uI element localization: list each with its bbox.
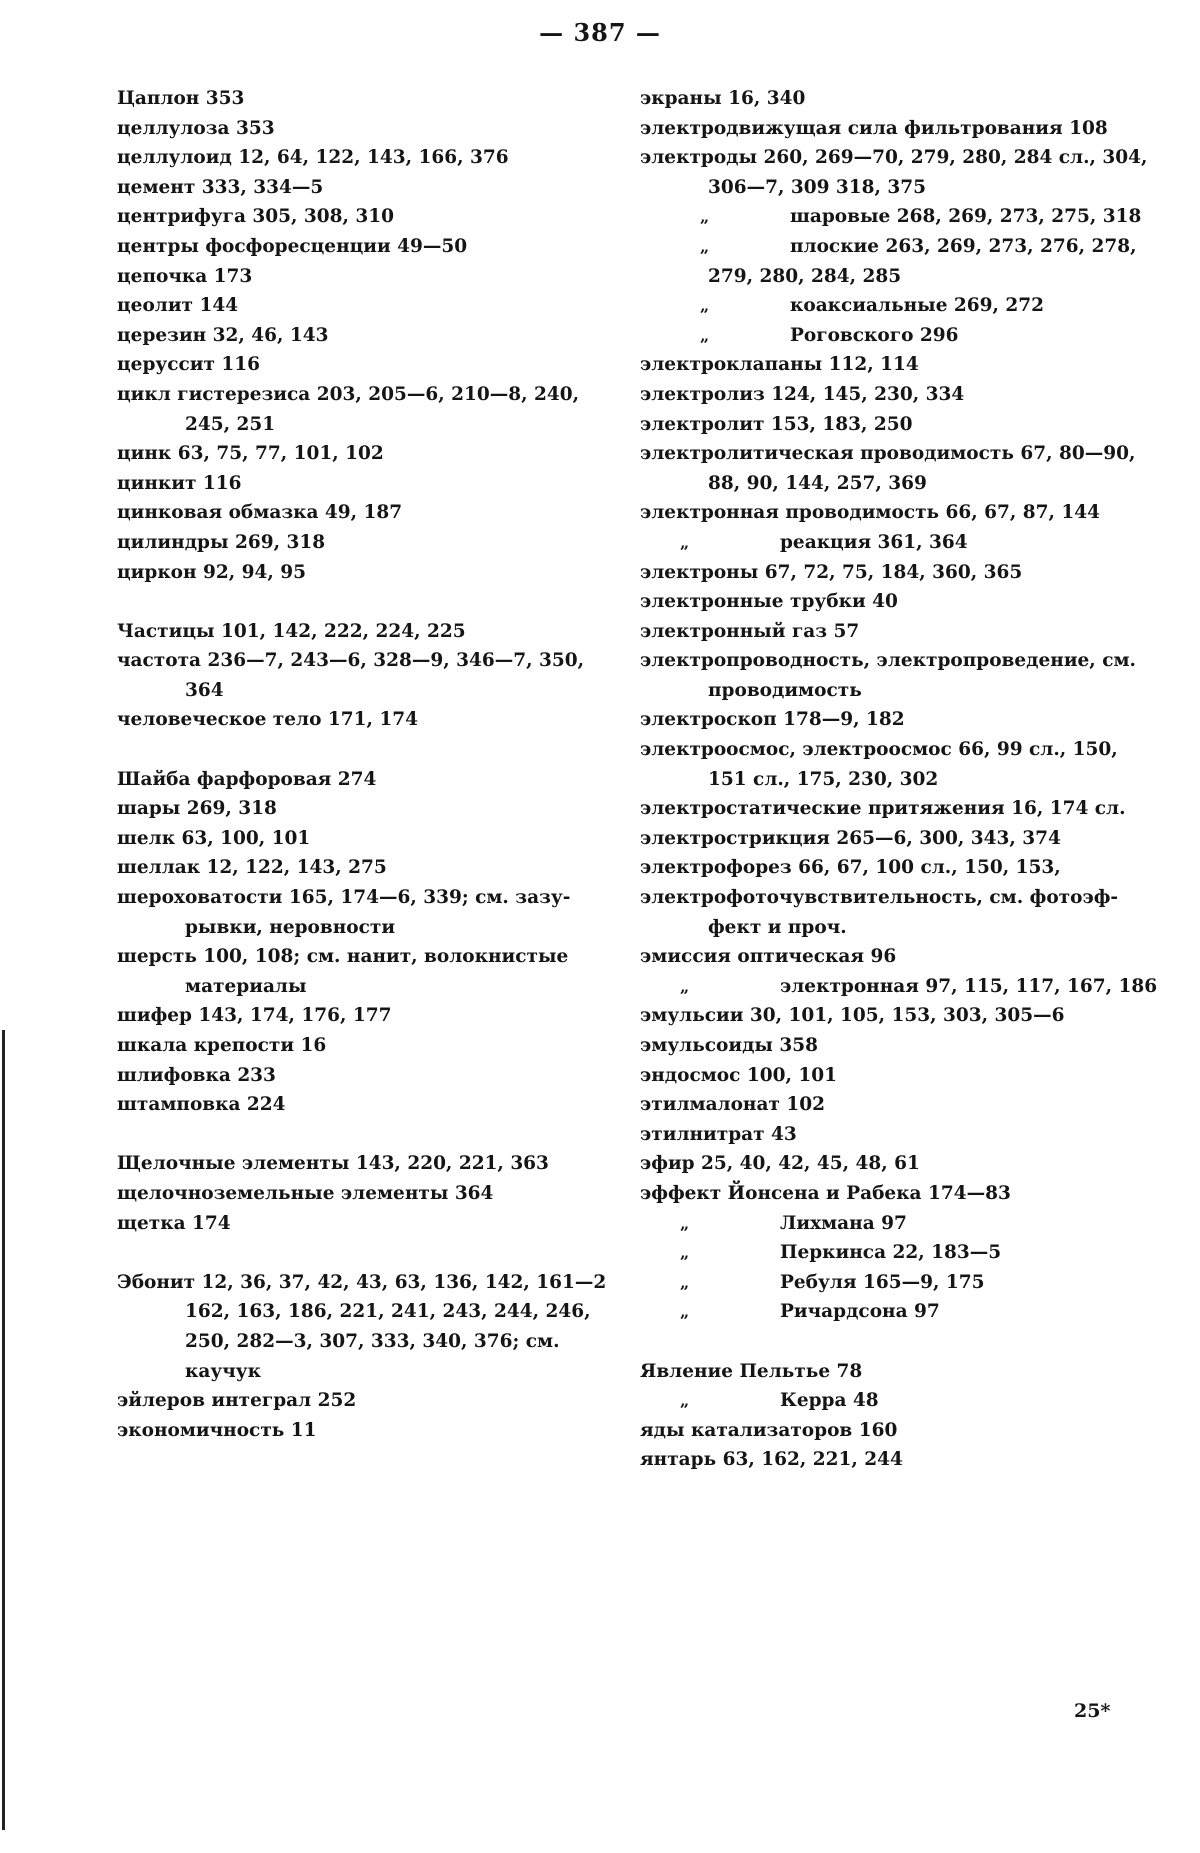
index-subentry xyxy=(117,676,617,706)
index-entry-text: частота 236—7, 243—6, 328—9, 346—7, 350, xyxy=(117,650,585,672)
index-subentry xyxy=(640,291,1140,321)
index-entry-text: 245, 251 xyxy=(185,413,276,435)
index-entry xyxy=(117,84,617,114)
index-subentry xyxy=(640,528,1140,558)
index-entry-text: фект и проч. xyxy=(708,916,847,938)
index-entry xyxy=(117,114,617,144)
index-entry-text: циркон 92, 94, 95 xyxy=(117,561,307,583)
index-subentry xyxy=(640,913,1140,943)
ditto-mark: „ xyxy=(700,325,710,345)
index-entry-text: цепочка 173 xyxy=(117,265,253,287)
index-entry xyxy=(640,735,1140,765)
ditto-mark: „ xyxy=(700,207,710,227)
index-entry-text: шероховатости 165, 174—6, 339; см. зазу- xyxy=(117,887,571,909)
index-entry-text: эмиссия оптическая 96 xyxy=(640,946,897,968)
index-entry xyxy=(117,1149,617,1179)
ditto-mark: „ xyxy=(680,532,690,552)
index-subentry xyxy=(117,410,617,440)
index-entry-text: электроклапаны 112, 114 xyxy=(640,354,919,376)
index-entry xyxy=(117,350,617,380)
index-subentry xyxy=(117,1297,617,1327)
index-entry-text: цилиндры 269, 318 xyxy=(117,531,326,553)
index-entry-text: яды катализаторов 160 xyxy=(640,1419,898,1441)
index-entry-text: шифер 143, 174, 176, 177 xyxy=(117,1005,392,1027)
index-entry-text: церезин 32, 46, 143 xyxy=(117,324,329,346)
index-entry xyxy=(117,262,617,292)
page-number: — 387 — xyxy=(539,18,661,47)
index-entry xyxy=(640,587,1140,617)
index-subentry xyxy=(640,765,1140,795)
index-entry-text: электрострикция 265—6, 300, 343, 374 xyxy=(640,827,1061,849)
index-entry-text: цеолит 144 xyxy=(117,295,239,317)
index-entry xyxy=(117,765,617,795)
index-entry xyxy=(640,1061,1140,1091)
index-entry-text: центры фосфоресценции 49—50 xyxy=(117,235,468,257)
index-entry-text: церуссит 116 xyxy=(117,354,260,376)
index-entry-text: электронные трубки 40 xyxy=(640,591,898,613)
index-entry-text: целлулоид 12, 64, 122, 143, 166, 376 xyxy=(117,147,509,169)
index-entry xyxy=(117,439,617,469)
index-entry xyxy=(117,173,617,203)
index-entry xyxy=(640,1149,1140,1179)
index-entry-text: электролитическая проводимость 67, 80—90, xyxy=(640,443,1136,465)
index-entry-text: Шайба фарфоровая 274 xyxy=(117,768,377,790)
index-entry-text: эфир 25, 40, 42, 45, 48, 61 xyxy=(640,1153,920,1175)
index-entry-text: электропроводность, электропроведение, см. xyxy=(640,650,1136,672)
index-entry-text: штамповка 224 xyxy=(117,1094,286,1116)
index-entry-text: электронная проводимость 66, 67, 87, 144 xyxy=(640,502,1101,524)
index-entry-text: 88, 90, 144, 257, 369 xyxy=(708,472,927,494)
index-entry-text: щетка 174 xyxy=(117,1212,231,1234)
index-entry-text: этилнитрат 43 xyxy=(640,1123,797,1145)
index-subentry xyxy=(640,1238,1140,1268)
index-entry xyxy=(640,824,1140,854)
index-entry-text: экраны 16, 340 xyxy=(640,88,806,109)
index-entry xyxy=(117,1031,617,1061)
index-entry-text: цикл гистерезиса 203, 205—6, 210—8, 240, xyxy=(117,383,580,405)
scan-edge-line xyxy=(2,1030,5,1830)
index-entry xyxy=(640,498,1140,528)
index-entry-text: Ребуля 165—9, 175 xyxy=(780,1271,985,1293)
index-entry xyxy=(117,794,617,824)
index-entry-text: цинковая обмазка 49, 187 xyxy=(117,502,403,524)
index-entry-text: Лихмана 97 xyxy=(780,1212,907,1234)
index-entry xyxy=(640,1445,1140,1475)
index-entry xyxy=(117,558,617,588)
index-entry xyxy=(117,1268,617,1298)
index-entry xyxy=(640,1416,1140,1446)
index-gap xyxy=(117,1238,617,1268)
index-entry-text: Роговского 296 xyxy=(790,324,959,346)
index-gap xyxy=(117,735,617,765)
index-entry xyxy=(640,350,1140,380)
index-subentry xyxy=(117,972,617,1002)
index-entry xyxy=(117,1386,617,1416)
index-entry xyxy=(117,1090,617,1120)
index-subentry xyxy=(640,469,1140,499)
index-subentry xyxy=(640,1268,1140,1298)
index-entry-text: цинк 63, 75, 77, 101, 102 xyxy=(117,443,384,465)
index-subentry xyxy=(640,972,1158,1002)
index-entry-text: каучук xyxy=(185,1360,261,1382)
index-entry-text: Перкинса 22, 183—5 xyxy=(780,1242,1002,1264)
index-column-right xyxy=(640,84,1158,1475)
index-entry xyxy=(117,321,617,351)
index-entry xyxy=(640,1179,1140,1209)
ditto-mark: „ xyxy=(700,296,710,316)
index-entry-text: реакция 361, 364 xyxy=(780,531,968,553)
index-entry-text: этилмалонат 102 xyxy=(640,1094,825,1116)
index-entry-text: эмульсии 30, 101, 105, 153, 303, 305—6 xyxy=(640,1005,1065,1027)
index-entry xyxy=(640,114,1140,144)
index-subentry xyxy=(117,913,617,943)
index-entry-text: коаксиальные 269, 272 xyxy=(790,295,1045,317)
index-entry xyxy=(640,1120,1140,1150)
index-entry xyxy=(117,824,617,854)
index-entry-text: целлулоза 353 xyxy=(117,117,275,139)
index-entry xyxy=(117,883,617,913)
ditto-mark: „ xyxy=(680,1302,690,1322)
index-entry xyxy=(117,380,617,410)
ditto-mark: „ xyxy=(680,1243,690,1263)
index-gap xyxy=(117,1120,617,1150)
index-entry-text: 162, 163, 186, 221, 241, 243, 244, 246, xyxy=(185,1301,591,1323)
index-entry-text: шерсть 100, 108; см. нанит, волокнистые xyxy=(117,946,569,968)
index-entry xyxy=(640,646,1140,676)
index-entry xyxy=(117,528,617,558)
index-gap xyxy=(117,587,617,617)
index-entry xyxy=(117,1416,617,1446)
index-entry-text: шлифовка 233 xyxy=(117,1064,276,1086)
index-entry-text: электронный газ 57 xyxy=(640,620,860,642)
index-entry-text: человеческое тело 171, 174 xyxy=(117,709,418,731)
index-entry xyxy=(640,1001,1140,1031)
index-entry xyxy=(640,883,1140,913)
index-subentry xyxy=(640,232,1140,262)
index-entry xyxy=(117,232,617,262)
index-entry-text: рывки, неровности xyxy=(185,916,396,938)
index-entry xyxy=(117,498,617,528)
index-entry-text: Керра 48 xyxy=(780,1390,879,1412)
index-entry-text: электроды 260, 269—70, 279, 280, 284 сл., 304, xyxy=(640,147,1148,169)
index-entry xyxy=(117,291,617,321)
index-entry-text: шары 269, 318 xyxy=(117,798,277,820)
ditto-mark: „ xyxy=(700,236,710,256)
index-entry-text: плоские 263, 269, 273, 276, 278, xyxy=(790,235,1137,257)
index-entry-text: электрофоточувствительность, см. фотоэф- xyxy=(640,887,1119,909)
index-entry-text: Щелочные элементы 143, 220, 221, 363 xyxy=(117,1153,549,1175)
index-entry xyxy=(640,942,1140,972)
index-entry xyxy=(640,143,1148,173)
index-entry-text: эйлеров интеграл 252 xyxy=(117,1390,357,1412)
index-entry xyxy=(117,1209,617,1239)
index-entry xyxy=(640,617,1140,647)
index-entry-text: электролиз 124, 145, 230, 334 xyxy=(640,383,965,405)
index-entry-text: Эбонит 12, 36, 37, 42, 43, 63, 136, 142, 161—2 xyxy=(117,1271,607,1293)
index-entry-text: материалы xyxy=(185,975,307,997)
index-entry-text: Частицы 101, 142, 222, 224, 225 xyxy=(117,620,466,642)
index-entry-text: Цаплон 353 xyxy=(117,88,245,109)
index-subentry xyxy=(640,1386,1140,1416)
index-entry xyxy=(117,1179,617,1209)
index-entry-text: 151 сл., 175, 230, 302 xyxy=(708,768,939,790)
index-entry xyxy=(640,380,1140,410)
index-entry-text: шеллак 12, 122, 143, 275 xyxy=(117,857,387,879)
index-subentry xyxy=(640,262,1140,292)
index-entry-text: проводимость xyxy=(708,679,862,701)
index-entry xyxy=(640,439,1140,469)
index-entry xyxy=(117,202,617,232)
index-column-left xyxy=(117,84,617,1445)
ditto-mark: „ xyxy=(680,1272,690,1292)
index-entry-text: электронная 97, 115, 117, 167, 186 xyxy=(780,975,1158,997)
index-entry xyxy=(640,1357,1140,1387)
signature-mark: 25* xyxy=(1074,1700,1111,1722)
index-gap xyxy=(640,1327,1140,1357)
index-entry-text: щелочноземельные элементы 364 xyxy=(117,1182,494,1204)
ditto-mark: „ xyxy=(680,976,690,996)
index-entry-text: Ричардсона 97 xyxy=(780,1301,940,1323)
index-entry-text: электроосмос, электроосмос 66, 99 сл., 150, xyxy=(640,739,1118,761)
index-entry-text: эмульсоиды 358 xyxy=(640,1035,819,1056)
index-entry xyxy=(640,853,1140,883)
index-entry xyxy=(117,705,617,735)
index-entry xyxy=(117,1001,617,1031)
index-entry-text: 250, 282—3, 307, 333, 340, 376; см. xyxy=(185,1330,560,1352)
index-entry-text: эффект Йонсена и Рабека 174—83 xyxy=(640,1182,1011,1204)
index-entry xyxy=(117,1061,617,1091)
index-subentry xyxy=(640,202,1140,232)
index-entry-text: центрифуга 305, 308, 310 xyxy=(117,206,395,228)
index-entry-text: шкала крепости 16 xyxy=(117,1035,327,1056)
index-subentry xyxy=(640,173,1140,203)
index-entry-text: шаровые 268, 269, 273, 275, 318 xyxy=(790,206,1142,228)
index-entry-text: 306—7, 309 318, 375 xyxy=(708,176,927,198)
index-entry-text: электролит 153, 183, 250 xyxy=(640,413,913,435)
index-entry xyxy=(117,646,617,676)
index-entry xyxy=(640,84,1140,114)
index-entry-text: 364 xyxy=(185,679,224,701)
index-entry-text: электростатические притяжения 16, 174 сл. xyxy=(640,798,1126,820)
index-entry xyxy=(640,558,1140,588)
index-entry-text: эндосмос 100, 101 xyxy=(640,1064,837,1086)
index-entry-text: электроны 67, 72, 75, 184, 360, 365 xyxy=(640,561,1023,583)
index-entry-text: 279, 280, 284, 285 xyxy=(708,265,902,287)
index-subentry xyxy=(640,1297,1140,1327)
index-entry xyxy=(117,469,617,499)
index-entry xyxy=(117,617,617,647)
index-subentry xyxy=(117,1357,617,1387)
ditto-mark: „ xyxy=(680,1213,690,1233)
index-subentry xyxy=(117,1327,617,1357)
index-subentry xyxy=(640,321,1140,351)
index-entry xyxy=(640,410,1140,440)
index-entry-text: экономичность 11 xyxy=(117,1419,317,1441)
index-entry xyxy=(640,794,1140,824)
index-entry xyxy=(117,942,617,972)
index-entry-text: электроскоп 178—9, 182 xyxy=(640,709,905,731)
index-entry xyxy=(117,853,617,883)
index-entry-text: цемент 333, 334—5 xyxy=(117,176,324,198)
index-entry-text: Явление Пельтье 78 xyxy=(640,1360,863,1382)
index-entry xyxy=(640,705,1140,735)
index-subentry xyxy=(640,1209,1140,1239)
index-entry-text: цинкит 116 xyxy=(117,472,242,494)
index-subentry xyxy=(640,676,1140,706)
index-entry xyxy=(640,1090,1140,1120)
index-entry xyxy=(117,143,617,173)
index-entry-text: электрофорез 66, 67, 100 сл., 150, 153, xyxy=(640,857,1061,879)
index-entry-text: янтарь 63, 162, 221, 244 xyxy=(640,1449,903,1471)
index-entry-text: электродвижущая сила фильтрования 108 xyxy=(640,117,1108,139)
ditto-mark: „ xyxy=(680,1391,690,1411)
index-entry-text: шелк 63, 100, 101 xyxy=(117,827,311,849)
index-entry xyxy=(640,1031,1140,1061)
